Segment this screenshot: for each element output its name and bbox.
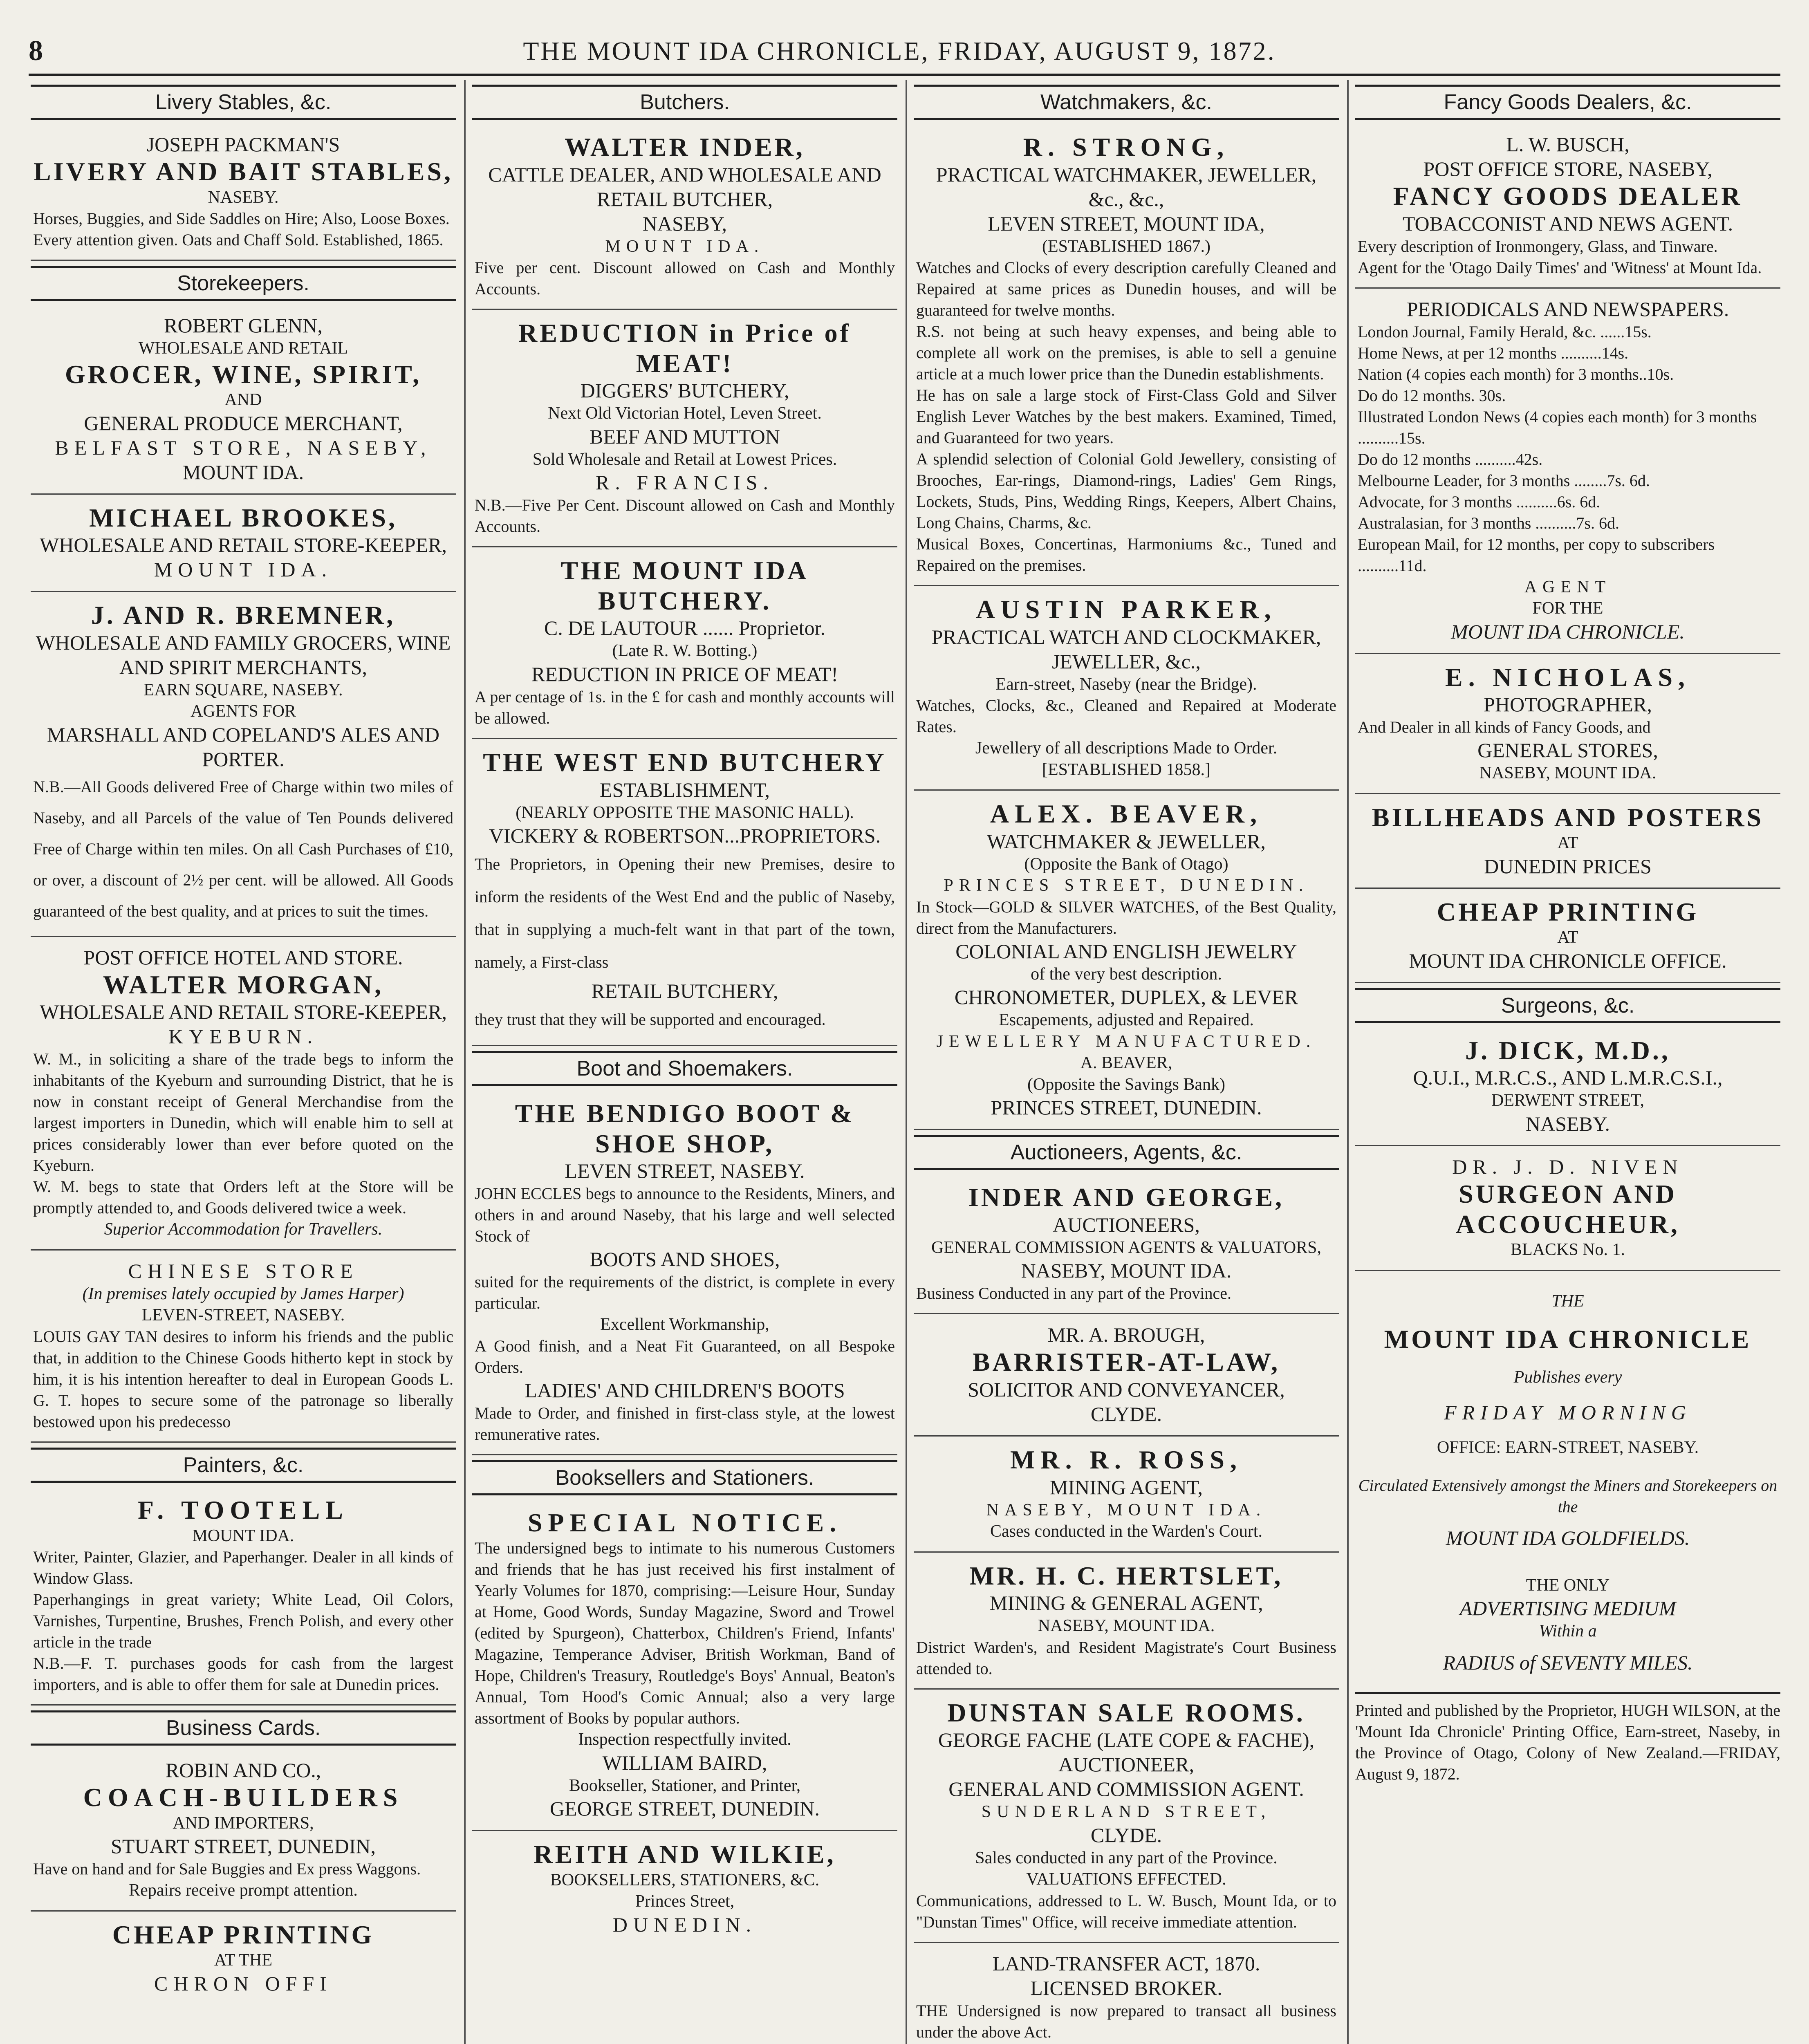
column-rule bbox=[464, 80, 466, 2044]
section-header: Business Cards. bbox=[31, 1710, 456, 1746]
ad-glenn: ROBERT GLENN, WHOLESALE AND RETAIL GROCER, WINE, SPIRIT, AND GENERAL PRODUCE MERCHANT, BELFAST STORE, NASEBY, MOUNT IDA. bbox=[31, 308, 456, 495]
ad-periodicals: PERIODICALS AND NEWSPAPERS. London Journal, Family Herald, &c. ......15s. Home News, at per 12 months ..........14s. Nation (4 copies each month) for 3 months..10s. Do do 12 months. 30s. Illustrated London News (4 copies each month) for 3 months ..........15s. Do do 12 months ..........42s. Melbourne Leader, for 3 months ........7s. 6d. Advocate, for 3 months ..........6s. 6d. Australasian, for 3 months ..........7s. 6d. European Mail, for 12 months, per copy to subscribers ..........11d. AGENT FOR THE MOUNT IDA CHRONICLE. bbox=[1355, 292, 1780, 654]
section-header: Auctioneers, Agents, &c. bbox=[914, 1135, 1339, 1170]
ad-parker: AUSTIN PARKER, PRACTICAL WATCH AND CLOCKMAKER, JEWELLER, &c., Earn-street, Naseby (near the Bridge). Watches, Clocks, &c., Cleaned and Repaired at Moderate Rates. Jewellery of all descriptions Made to Order. [ESTABLISHED 1858.] bbox=[914, 589, 1339, 791]
ad-packman: JOSEPH PACKMAN'S LIVERY AND BAIT STABLES, NASEBY. Horses, Buggies, and Side Saddles on Hire; Also, Loose Boxes. Every attention given. Oats and Chaff Sold. Established, 1865. bbox=[31, 127, 456, 261]
section-header: Boot and Shoemakers. bbox=[472, 1051, 897, 1086]
ad-reith-wilkie: REITH AND WILKIE, BOOKSELLERS, STATIONERS, &C. Princes Street, DUNEDIN. bbox=[534, 1840, 836, 1936]
ad-robin: ROBIN AND CO., COACH-BUILDERS AND IMPORTERS, STUART STREET, DUNEDIN, Have on hand and for Sale Buggies and Ex press Waggons. Repairs receive prompt attention. bbox=[31, 1753, 456, 1912]
section-header: Butchers. bbox=[472, 85, 897, 120]
ad-billheads: BILLHEADS AND POSTERS AT DUNEDIN PRICES bbox=[1355, 798, 1780, 889]
section-header: Fancy Goods Dealers, &c. bbox=[1355, 85, 1780, 120]
section-header: Livery Stables, &c. bbox=[31, 85, 456, 120]
column-2 bbox=[472, 80, 897, 2044]
column-rule bbox=[1347, 80, 1349, 2044]
ad-nicholas: E. NICHOLAS, PHOTOGRAPHER, And Dealer in all kinds of Fancy Goods, and GENERAL STORES, NASEBY, MOUNT IDA. bbox=[1355, 657, 1780, 794]
ad-strong: R. STRONG, PRACTICAL WATCHMAKER, JEWELLER, &c., &c., LEVEN STREET, MOUNT IDA, (ESTABLISHED 1867.) Watches and Clocks of every description carefully Cleaned and Repaired at same prices as Dunedin houses, and will be guaranteed for twelve months. R.S. not being at such heavy expenses, and being able to complete all work on the premises, is able to sell a genuine article at a much lower price than the Dunedin establishments. He has on sale a large stock of First-Class Gold and Silver English Lever Watches by the best makers. Examined, Timed, and Guaranteed for two years. A splendid selection of Colonial Gold Jewellery, consisting of Brooches, Ear-rings, Diamond-rings, Ladies' Gem Rings, Lockets, Studs, Pins, Wedding Rings, Keepers, Albert Chains, Long Chains, Charms, &c. Musical Boxes, Concertinas, Harmoniums &c., Tuned and Repaired on the premises. bbox=[914, 127, 1339, 586]
section-header: Watchmakers, &c. bbox=[914, 85, 1339, 120]
imprint: Printed and published by the Proprietor, HUGH WILSON, at the 'Mount Ida Chronicle' Printing Office, Earn-street, Naseby, in the Province of Otago, Colony of New Zealand.—FRIDAY, August 9, 1872. bbox=[1355, 1692, 1780, 1785]
ad-cheap-printing: CHEAP PRINTING AT THE CHRON OFFI bbox=[112, 1920, 374, 1995]
ad-west-end-butchery: THE WEST END BUTCHERY ESTABLISHMENT, (NEARLY OPPOSITE THE MASONIC HALL). VICKERY & ROBERTSON...PROPRIETORS. The Proprietors, in Opening their new Premises, desire to inform the residents of the West End and the public of Naseby, that in supplying a much-felt want in that part of the town, namely, a First-class RETAIL BUTCHERY, they trust that they will be supported and encouraged. bbox=[472, 742, 897, 1046]
ad-mount-ida-butchery: THE MOUNT IDA BUTCHERY. C. DE LAUTOUR ...... Proprietor. (Late R. W. Botting.) REDUCTION IN PRICE OF MEAT! A per centage of 1s. in the £ for cash and monthly accounts will be allowed. bbox=[472, 551, 897, 739]
ad-beaver: ALEX. BEAVER, WATCHMAKER & JEWELLER, (Opposite the Bank of Otago) PRINCES STREET, DUNEDIN. In Stock—GOLD & SILVER WATCHES, of the Best Quality, direct from the Manufacturers. COLONIAL AND ENGLISH JEWELRY of the very best description. CHRONOMETER, DUPLEX, & LEVER Escapements, adjusted and Repaired. JEWELLERY MANUFACTURED. A. BEAVER, (Opposite the Savings Bank) PRINCES STREET, DUNEDIN. bbox=[914, 794, 1339, 1130]
ad-hertslet: MR. H. C. HERTSLET, MINING & GENERAL AGENT, NASEBY, MOUNT IDA. District Warden's, and Resident Magistrate's Court Business attended to. bbox=[914, 1556, 1339, 1690]
ad-dunstan: DUNSTAN SALE ROOMS. GEORGE FACHE (LATE COPE & FACHE), AUCTIONEER, GENERAL AND COMMISSION AGENT. SUNDERLAND STREET, CLYDE. Sales conducted in any part of the Province. VALUATIONS EFFECTED. Communications, addressed to L. W. Busch, Mount Ida, or to "Dunstan Times" Office, will receive immediate attention. bbox=[914, 1693, 1339, 1943]
masthead bbox=[29, 29, 1780, 76]
ad-busch: L. W. BUSCH, POST OFFICE STORE, NASEBY, FANCY GOODS DEALER TOBACCONIST AND NEWS AGENT. Every description of Ironmongery, Glass, and Tinware. Agent for the 'Otago Daily Times' and 'Witness' at Mount Ida. bbox=[1355, 127, 1780, 289]
column-1 bbox=[31, 80, 456, 2044]
ad-cheap-printing-office: CHEAP PRINTING AT MOUNT IDA CHRONICLE OFFICE. bbox=[1355, 892, 1780, 983]
ad-dick: J. DICK, M.D., Q.U.I., M.R.C.S., AND L.M.R.C.S.I., DERWENT STREET, NASEBY. bbox=[1355, 1031, 1780, 1146]
ad-wheeler: LAND-TRANSFER ACT, 1870. LICENSED BROKER. THE Undersigned is now prepared to transact all business under the above Act. bbox=[916, 1952, 1336, 2041]
ad-ross: MR. R. ROSS, MINING AGENT, NASEBY, MOUNT IDA. Cases conducted in the Warden's Court. bbox=[914, 1440, 1339, 1553]
ad-niven: DR. J. D. NIVEN SURGEON AND ACCOUCHEUR, BLACKS No. 1. bbox=[1355, 1150, 1780, 1271]
section-header: Storekeepers. bbox=[31, 266, 456, 301]
ad-bendigo: THE BENDIGO BOOT & SHOE SHOP, LEVEN STREET, NASEBY. JOHN ECCLES begs to announce to the Residents, Miners, and others in and around Naseby, that his large and well selected Stock of BOOTS AND SHOES, suited for the requirements of the district, is complete in every particular. Excellent Workmanship, A Good finish, and a Neat Fit Guaranteed, on all Bespoke Orders. LADIES' AND CHILDREN'S BOOTS Made to Order, and finished in first-class style, at the lowest remunerative rates. bbox=[472, 1094, 897, 1455]
column-3 bbox=[914, 80, 1339, 2044]
ad-inder-george: INDER AND GEORGE, AUCTIONEERS, GENERAL COMMISSION AGENTS & VALUATORS, NASEBY, MOUNT IDA. Business Conducted in any part of the Province. bbox=[914, 1177, 1339, 1314]
ad-brookes: MICHAEL BROOKES, WHOLESALE AND RETAIL STORE-KEEPER, MOUNT IDA. bbox=[31, 498, 456, 592]
ad-morgan: POST OFFICE HOTEL AND STORE. WALTER MORGAN, WHOLESALE AND RETAIL STORE-KEEPER, KYEBURN. W. M., in soliciting a share of the trade begs to inform the inhabitants of the Kyeburn and surrounding District, that he is now in constant receipt of General Merchandise from the largest importers in Dunedin, which will enable him to sell at prices considerably lower than ever before quoted on the Kyeburn. W. M. begs to state that Orders left at the Store will be promptly attended to, and Goods delivered twice a week. Superior Accommodation for Travellers. bbox=[31, 940, 456, 1251]
ad-brough: MR. A. BROUGH, BARRISTER-AT-LAW, SOLICITOR AND CONVEYANCER, CLYDE. bbox=[914, 1318, 1339, 1437]
page-number: 8 bbox=[29, 35, 43, 67]
ad-diggers: REDUCTION in Price of MEAT! DIGGERS' BUTCHERY, Next Old Victorian Hotel, Leven Street. BEEF AND MUTTON Sold Wholesale and Retail at Lowest Prices. R. FRANCIS. N.B.—Five Per Cent. Discount allowed on Cash and Monthly Accounts. bbox=[472, 313, 897, 547]
ad-chronicle: THE MOUNT IDA CHRONICLE Publishes every FRIDAY MORNING OFFICE: EARN-STREET, NASEBY. Circulated Extensively amongst the Miners and Storekeepers on the MOUNT IDA GOLDFIELDS. THE ONLY ADVERTISING MEDIUM Within a RADIUS of SEVENTY MILES. bbox=[1358, 1291, 1778, 1674]
section-header: Surgeons, &c. bbox=[1355, 988, 1780, 1023]
ad-inder: WALTER INDER, CATTLE DEALER, AND WHOLESALE AND RETAIL BUTCHER, NASEBY, MOUNT IDA. Five per cent. Discount allowed on Cash and Monthly Accounts. bbox=[472, 127, 897, 310]
column-4 bbox=[1355, 80, 1780, 2044]
masthead-title: THE MOUNT IDA CHRONICLE, FRIDAY, AUGUST 9, 1872. bbox=[523, 36, 1276, 65]
column-rule bbox=[906, 80, 907, 2044]
ad-chinese-store: CHINESE STORE (In premises lately occupied by James Harper) LEVEN-STREET, NASEBY. LOUIS GAY TAN desires to inform his friends and the public that, in addition to the Chinese Goods hitherto kept in stock by him, it is his intention hereafter to deal in European Goods L. G. T. hopes to secure some of the patronage so liberally bestowed upon his predecesso bbox=[31, 1254, 456, 1443]
ad-baird: SPECIAL NOTICE. The undersigned begs to intimate to his numerous Customers and friends that he has just received his first instalment of Yearly Volumes for 1870, comprising:—Leisure Hour, Sunday at Home, Good Words, Sunday Magazine, Sword and Trowel (edited by Spurgeon), Chatterbox, Children's Friend, Infants' Magazine, Temperance Adviser, British Workman, Band of Hope, Children's Treasury, Routledge's Boys' Annual, Beaton's Annual, Tom Hood's Comic Annual; also a very large assortment of Books by popular authors. Inspection respectfully invited. WILLIAM BAIRD, Bookseller, Stationer, and Printer, GEORGE STREET, DUNEDIN. bbox=[472, 1503, 897, 1831]
section-header: Painters, &c. bbox=[31, 1448, 456, 1483]
ad-tootell: F. TOOTELL MOUNT IDA. Writer, Painter, Glazier, and Paperhanger. Dealer in all kinds of Window Glass. Paperhangings in great variety; White Lead, Oil Colors, Varnishes, Turpentine, Brushes, French Polish, and every other article in the trade N.B.—F. T. purchases goods for cash from the largest importers, and is able to offer them for sale at Dunedin prices. bbox=[31, 1490, 456, 1706]
ad-bremner: J. AND R. BREMNER, WHOLESALE AND FAMILY GROCERS, WINE AND SPIRIT MERCHANTS, EARN SQUARE, NASEBY. AGENTS FOR MARSHALL AND COPELAND'S ALES AND PORTER. N.B.—All Goods delivered Free of Charge within two miles of Naseby, and all Parcels of the value of Ten Pounds delivered Free of Charge within ten miles. On all Cash Purchases of £10, or over, a discount of 2½ per cent. will be allowed. All Goods guaranteed of the best quality, and at prices to suit the times. bbox=[31, 595, 456, 937]
section-header: Booksellers and Stationers. bbox=[472, 1460, 897, 1495]
